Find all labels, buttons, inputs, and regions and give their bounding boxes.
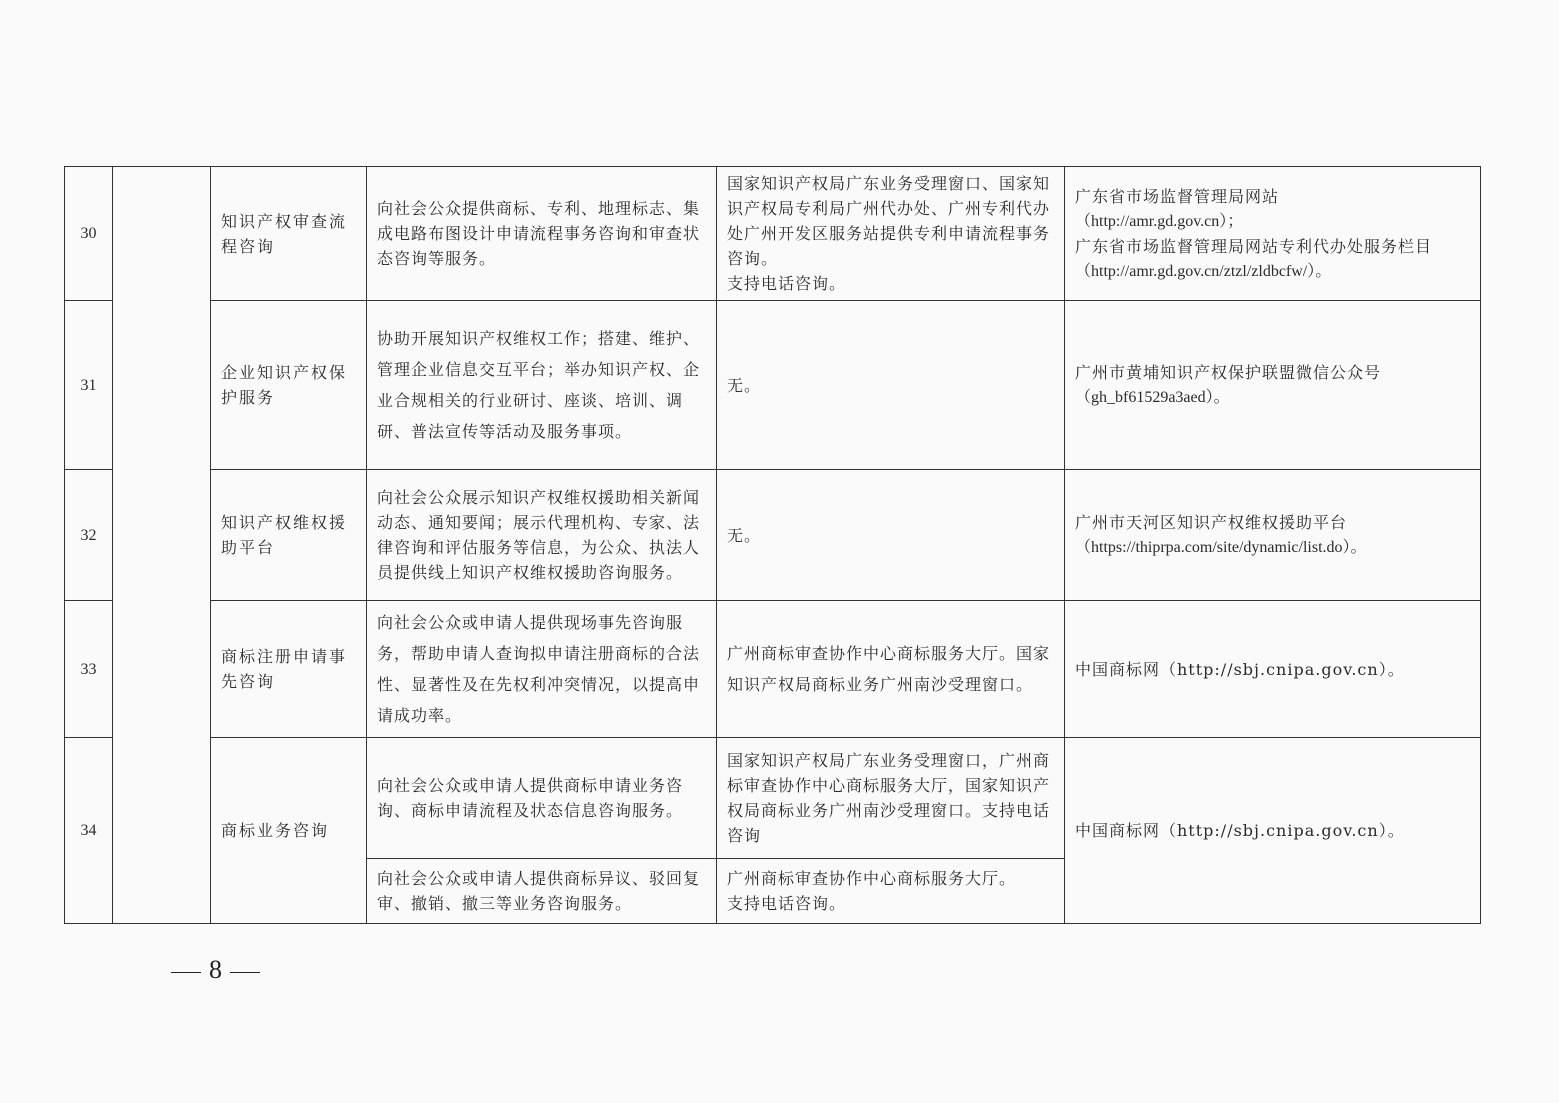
web-channel: 中国商标网（http://sbj.cnipa.gov.cn）。	[1065, 738, 1481, 924]
table-row	[65, 601, 1481, 738]
row-number: 31	[65, 301, 113, 470]
web-channel	[1065, 301, 1481, 470]
page-number: 8	[209, 955, 222, 984]
web-channel: 中国商标网（http://sbj.cnipa.gov.cn）。	[1065, 601, 1481, 738]
web-name: 广东省市场监督管理局网站	[1075, 186, 1280, 206]
service-item: 知识产权维权援助平台	[211, 470, 367, 601]
service-content: 向社会公众或申请人提供现场事先咨询服务，帮助申请人查询拟申请注册商标的合法性、显著性及在先权利冲突情况，以提高申请成功率。	[367, 601, 717, 738]
web-url: （https://thiprpa.com/site/dynamic/list.do）。	[1075, 539, 1367, 556]
channel-note: 支持电话咨询。	[727, 274, 847, 293]
service-content: 协助开展知识产权维权工作；搭建、维护、管理企业信息交互平台；举办知识产权、企业合规相关的行业研讨、座谈、培训、调研、普法宣传等活动及服务事项。	[367, 301, 717, 470]
web-name-2: 广东省市场监督管理局网站专利代办处服务栏目	[1075, 236, 1433, 256]
channel-text: 国家知识产权局广东业务受理窗口、国家知识产权局专利局广州代办处、广州专利代办处广州开发区服务站提供专利申请流程事务咨询。	[727, 174, 1051, 268]
service-channel: 无。	[717, 301, 1065, 470]
channel-note: 支持电话咨询。	[727, 894, 847, 913]
service-channel: 无。	[717, 470, 1065, 601]
service-content-sub: 向社会公众或申请人提供商标异议、驳回复审、撤销、撤三等业务咨询服务。	[367, 859, 717, 924]
service-item: 商标业务咨询	[211, 738, 367, 924]
web-name: 广州市天河区知识产权维权援助平台	[1075, 513, 1348, 532]
footer-dash-right	[230, 972, 260, 973]
service-item: 商标注册申请事先咨询	[211, 601, 367, 738]
row-number: 33	[65, 601, 113, 738]
web-channel	[1065, 470, 1481, 601]
row-number: 34	[65, 738, 113, 924]
channel-text: 广州商标审查协作中心商标服务大厅。	[727, 869, 1017, 888]
web-name: 广州市黄埔知识产权保护联盟微信公众号	[1075, 363, 1382, 382]
service-table	[64, 166, 1481, 924]
row-number: 30	[65, 167, 113, 301]
table-row	[65, 167, 1481, 301]
service-content: 向社会公众提供商标、专利、地理标志、集成电路布图设计申请流程事务咨询和审查状态咨询等服务。	[367, 167, 717, 301]
service-channel: 国家知识产权局广东业务受理窗口，广州商标审查协作中心商标服务大厅，国家知识产权局商标业务广州南沙受理窗口。支持电话咨询	[717, 738, 1065, 859]
table-row	[65, 470, 1481, 601]
service-content: 向社会公众展示知识产权维权援助相关新闻动态、通知要闻；展示代理机构、专家、法律咨询和评估服务等信息，为公众、执法人员提供线上知识产权维权援助咨询服务。	[367, 470, 717, 601]
row-number: 32	[65, 470, 113, 601]
category-cell	[113, 167, 211, 924]
service-item: 知识产权审查流程咨询	[211, 167, 367, 301]
web-url: （gh_bf61529a3aed）。	[1075, 389, 1230, 406]
service-content: 向社会公众或申请人提供商标申请业务咨询、商标申请流程及状态信息咨询服务。	[367, 738, 717, 859]
service-channel	[717, 167, 1065, 301]
service-item: 企业知识产权保护服务	[211, 301, 367, 470]
table-row	[65, 738, 1481, 859]
web-url-2: （http://amr.gd.gov.cn/ztzl/zldbcfw/）。	[1075, 262, 1332, 280]
page-footer	[163, 955, 268, 985]
web-channel	[1065, 167, 1481, 301]
service-channel-sub	[717, 859, 1065, 924]
web-url: （http://amr.gd.gov.cn）；	[1075, 212, 1244, 230]
service-channel: 广州商标审查协作中心商标服务大厅。国家知识产权局商标业务广州南沙受理窗口。	[717, 601, 1065, 738]
footer-dash-left	[171, 972, 201, 973]
table-row	[65, 301, 1481, 470]
